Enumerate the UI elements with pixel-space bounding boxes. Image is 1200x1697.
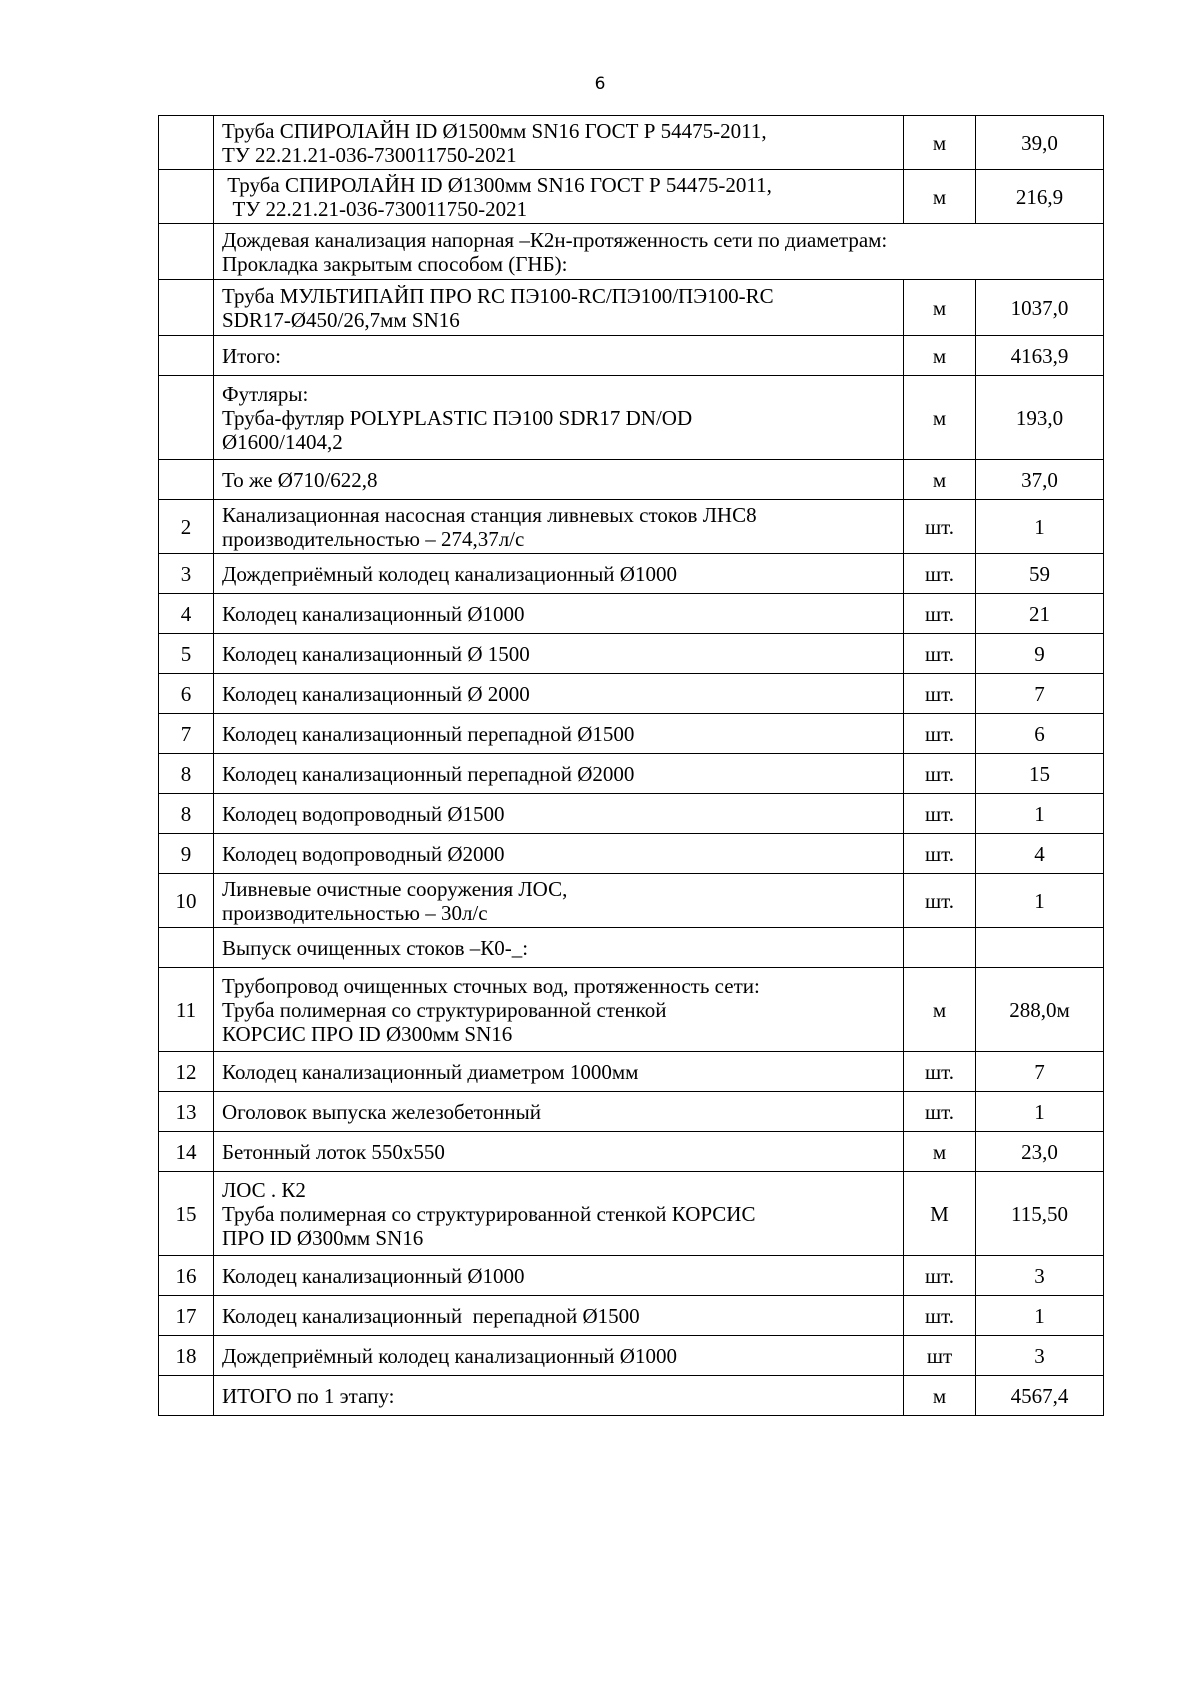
row-number-cell: 5 bbox=[159, 634, 214, 674]
unit-cell: м bbox=[904, 376, 976, 460]
specification-table-body bbox=[159, 116, 1104, 1416]
row-number-cell: 15 bbox=[159, 1172, 214, 1256]
description-cell bbox=[214, 794, 904, 834]
description-line: Колодец канализационный Ø1000 bbox=[222, 601, 525, 626]
description-cell bbox=[214, 594, 904, 634]
description-cell bbox=[214, 674, 904, 714]
table-row bbox=[159, 500, 1104, 554]
description-line: Канализационная насосная станция ливневых стоков ЛНС8 bbox=[222, 502, 757, 527]
unit-cell: шт. bbox=[904, 714, 976, 754]
description-line: Труба-футляр POLYPLASTIC ПЭ100 SDR17 DN/OD bbox=[222, 405, 693, 430]
description-line: производительностью – 274,37л/с bbox=[222, 526, 525, 551]
unit-cell: м bbox=[904, 1132, 976, 1172]
quantity-cell: 15 bbox=[976, 754, 1104, 794]
table-row bbox=[159, 968, 1104, 1052]
unit-cell: шт. bbox=[904, 754, 976, 794]
description-cell bbox=[214, 460, 904, 500]
description-cell bbox=[214, 554, 904, 594]
row-number-cell: 6 bbox=[159, 674, 214, 714]
description-line: ТУ 22.21.21-036-730011750-2021 bbox=[222, 196, 528, 221]
description-line: КОРСИС ПРО ID Ø300мм SN16 bbox=[222, 1021, 513, 1046]
table-row bbox=[159, 336, 1104, 376]
description-line: Дождеприёмный колодец канализационный Ø1000 bbox=[222, 1343, 677, 1368]
quantity-cell: 115,50 bbox=[976, 1172, 1104, 1256]
description-line: Бетонный лоток 550х550 bbox=[222, 1139, 445, 1164]
table-row bbox=[159, 928, 1104, 968]
row-number-cell bbox=[159, 928, 214, 968]
row-number-cell: 11 bbox=[159, 968, 214, 1052]
quantity-cell: 193,0 bbox=[976, 376, 1104, 460]
description-cell bbox=[214, 170, 904, 224]
unit-cell: шт. bbox=[904, 500, 976, 554]
row-number-cell: 18 bbox=[159, 1336, 214, 1376]
page-number: 6 bbox=[594, 74, 606, 94]
description-line: Колодец канализационный перепадной Ø1500 bbox=[222, 1303, 640, 1328]
unit-cell: шт. bbox=[904, 634, 976, 674]
unit-cell: шт. bbox=[904, 554, 976, 594]
row-number-cell bbox=[159, 170, 214, 224]
table-row bbox=[159, 1052, 1104, 1092]
quantity-cell: 4 bbox=[976, 834, 1104, 874]
description-line: Дождеприёмный колодец канализационный Ø1000 bbox=[222, 561, 677, 586]
table-row bbox=[159, 1256, 1104, 1296]
quantity-cell: 9 bbox=[976, 634, 1104, 674]
row-number-cell bbox=[159, 336, 214, 376]
description-cell bbox=[214, 1376, 904, 1416]
description-cell bbox=[214, 1336, 904, 1376]
unit-cell: шт. bbox=[904, 874, 976, 928]
unit-cell: М bbox=[904, 1172, 976, 1256]
description-line: ИТОГО по 1 этапу: bbox=[222, 1383, 395, 1408]
description-line: Колодец канализационный диаметром 1000мм bbox=[222, 1059, 639, 1084]
row-number-cell: 12 bbox=[159, 1052, 214, 1092]
quantity-cell: 3 bbox=[976, 1336, 1104, 1376]
table-row bbox=[159, 280, 1104, 336]
quantity-cell: 1 bbox=[976, 794, 1104, 834]
table-row bbox=[159, 460, 1104, 500]
table-row bbox=[159, 224, 1104, 280]
row-number-cell: 17 bbox=[159, 1296, 214, 1336]
unit-cell: м bbox=[904, 968, 976, 1052]
table-row bbox=[159, 1092, 1104, 1132]
unit-cell: шт. bbox=[904, 834, 976, 874]
description-cell bbox=[214, 874, 904, 928]
row-number-cell bbox=[159, 460, 214, 500]
table-row bbox=[159, 714, 1104, 754]
description-cell bbox=[214, 116, 904, 170]
row-number-cell: 13 bbox=[159, 1092, 214, 1132]
unit-cell: шт. bbox=[904, 1296, 976, 1336]
table-row bbox=[159, 376, 1104, 460]
description-cell bbox=[214, 754, 904, 794]
unit-cell: м bbox=[904, 460, 976, 500]
row-number-cell: 8 bbox=[159, 754, 214, 794]
row-number-cell bbox=[159, 376, 214, 460]
unit-cell: м bbox=[904, 1376, 976, 1416]
quantity-cell: 1037,0 bbox=[976, 280, 1104, 336]
quantity-cell: 3 bbox=[976, 1256, 1104, 1296]
description-cell bbox=[214, 834, 904, 874]
description-cell bbox=[214, 928, 904, 968]
description-line: То же Ø710/622,8 bbox=[222, 467, 378, 492]
description-line: SDR17-Ø450/26,7мм SN16 bbox=[222, 307, 460, 332]
quantity-cell: 7 bbox=[976, 674, 1104, 714]
table-row bbox=[159, 1132, 1104, 1172]
quantity-cell: 4163,9 bbox=[976, 336, 1104, 376]
unit-cell: шт. bbox=[904, 1092, 976, 1132]
description-cell bbox=[214, 280, 904, 336]
table-row bbox=[159, 116, 1104, 170]
quantity-cell: 4567,4 bbox=[976, 1376, 1104, 1416]
quantity-cell: 288,0м bbox=[976, 968, 1104, 1052]
quantity-cell: 1 bbox=[976, 500, 1104, 554]
description-cell bbox=[214, 968, 904, 1052]
description-line: Труба МУЛЬТИПАЙП ПРО RC ПЭ100-RC/ПЭ100/ПЭ100-RC bbox=[222, 283, 774, 308]
quantity-cell: 39,0 bbox=[976, 116, 1104, 170]
row-number-cell: 9 bbox=[159, 834, 214, 874]
table-row bbox=[159, 1172, 1104, 1256]
description-cell bbox=[214, 714, 904, 754]
row-number-cell: 2 bbox=[159, 500, 214, 554]
row-number-cell: 4 bbox=[159, 594, 214, 634]
table-row bbox=[159, 634, 1104, 674]
quantity-cell: 23,0 bbox=[976, 1132, 1104, 1172]
description-line: Труба полимерная со структурированной стенкой bbox=[222, 997, 667, 1022]
description-cell bbox=[214, 1132, 904, 1172]
row-number-cell bbox=[159, 116, 214, 170]
description-line: Футляры: bbox=[222, 381, 309, 406]
description-line: Ливневые очистные сооружения ЛОС, bbox=[222, 876, 568, 901]
description-line: Колодец канализационный Ø 1500 bbox=[222, 641, 530, 666]
quantity-cell: 7 bbox=[976, 1052, 1104, 1092]
table-row bbox=[159, 594, 1104, 634]
description-line: ЛОС . К2 bbox=[222, 1177, 306, 1202]
quantity-cell bbox=[976, 928, 1104, 968]
quantity-cell: 21 bbox=[976, 594, 1104, 634]
table-row bbox=[159, 1296, 1104, 1336]
quantity-cell: 1 bbox=[976, 874, 1104, 928]
row-number-cell bbox=[159, 280, 214, 336]
description-line: производительностью – 30л/с bbox=[222, 900, 488, 925]
quantity-cell: 37,0 bbox=[976, 460, 1104, 500]
description-line: Труба СПИРОЛАЙН ID Ø1500мм SN16 ГОСТ Р 54475-2011, bbox=[222, 118, 767, 143]
row-number-cell: 16 bbox=[159, 1256, 214, 1296]
description-line: Трубопровод очищенных сточных вод, протяженность сети: bbox=[222, 973, 760, 998]
row-number-cell: 7 bbox=[159, 714, 214, 754]
row-number-cell: 8 bbox=[159, 794, 214, 834]
description-line: Дождевая канализация напорная –К2н-протяженность сети по диаметрам: bbox=[222, 227, 888, 252]
row-number-cell: 3 bbox=[159, 554, 214, 594]
row-number-cell: 10 bbox=[159, 874, 214, 928]
table-row bbox=[159, 834, 1104, 874]
description-line: Ø1600/1404,2 bbox=[222, 429, 343, 454]
table-row bbox=[159, 170, 1104, 224]
description-line: ТУ 22.21.21-036-730011750-2021 bbox=[222, 142, 517, 167]
unit-cell: шт. bbox=[904, 1052, 976, 1092]
description-line: Итого: bbox=[222, 343, 281, 368]
table-row bbox=[159, 1376, 1104, 1416]
description-line: Колодец канализационный Ø1000 bbox=[222, 1263, 525, 1288]
quantity-cell: 216,9 bbox=[976, 170, 1104, 224]
table-row bbox=[159, 674, 1104, 714]
description-cell bbox=[214, 1296, 904, 1336]
description-cell bbox=[214, 1052, 904, 1092]
description-line: Труба СПИРОЛАЙН ID Ø1300мм SN16 ГОСТ Р 54475-2011, bbox=[222, 172, 772, 197]
description-line: Колодец канализационный Ø 2000 bbox=[222, 681, 530, 706]
description-line: Колодец канализационный перепадной Ø2000 bbox=[222, 761, 635, 786]
description-line: Колодец водопроводный Ø1500 bbox=[222, 801, 505, 826]
table-row bbox=[159, 554, 1104, 594]
unit-cell: м bbox=[904, 336, 976, 376]
description-cell bbox=[214, 500, 904, 554]
description-line: Оголовок выпуска железобетонный bbox=[222, 1099, 541, 1124]
row-number-cell bbox=[159, 1376, 214, 1416]
quantity-cell: 1 bbox=[976, 1092, 1104, 1132]
unit-cell: м bbox=[904, 280, 976, 336]
specification-table bbox=[158, 115, 1104, 1416]
description-cell bbox=[214, 1172, 904, 1256]
description-line: Колодец водопроводный Ø2000 bbox=[222, 841, 505, 866]
unit-cell: м bbox=[904, 170, 976, 224]
description-cell bbox=[214, 1256, 904, 1296]
row-number-cell: 14 bbox=[159, 1132, 214, 1172]
description-cell bbox=[214, 1092, 904, 1132]
description-line: Труба полимерная со структурированной стенкой КОРСИС bbox=[222, 1201, 756, 1226]
description-cell bbox=[214, 634, 904, 674]
table-row bbox=[159, 874, 1104, 928]
description-line: ПРО ID Ø300мм SN16 bbox=[222, 1225, 424, 1250]
unit-cell: шт. bbox=[904, 794, 976, 834]
table-row bbox=[159, 1336, 1104, 1376]
description-line: Выпуск очищенных стоков –К0-_: bbox=[222, 935, 529, 960]
row-number-cell bbox=[159, 224, 214, 280]
description-line: Прокладка закрытым способом (ГНБ): bbox=[222, 251, 568, 276]
quantity-cell: 59 bbox=[976, 554, 1104, 594]
quantity-cell: 1 bbox=[976, 1296, 1104, 1336]
unit-cell: шт. bbox=[904, 594, 976, 634]
unit-cell: шт. bbox=[904, 1256, 976, 1296]
quantity-cell: 6 bbox=[976, 714, 1104, 754]
unit-cell: м bbox=[904, 116, 976, 170]
description-line: Колодец канализационный перепадной Ø1500 bbox=[222, 721, 635, 746]
table-row bbox=[159, 754, 1104, 794]
description-cell bbox=[214, 224, 1104, 280]
unit-cell bbox=[904, 928, 976, 968]
description-cell bbox=[214, 336, 904, 376]
unit-cell: шт bbox=[904, 1336, 976, 1376]
unit-cell: шт. bbox=[904, 674, 976, 714]
description-cell bbox=[214, 376, 904, 460]
table-row bbox=[159, 794, 1104, 834]
